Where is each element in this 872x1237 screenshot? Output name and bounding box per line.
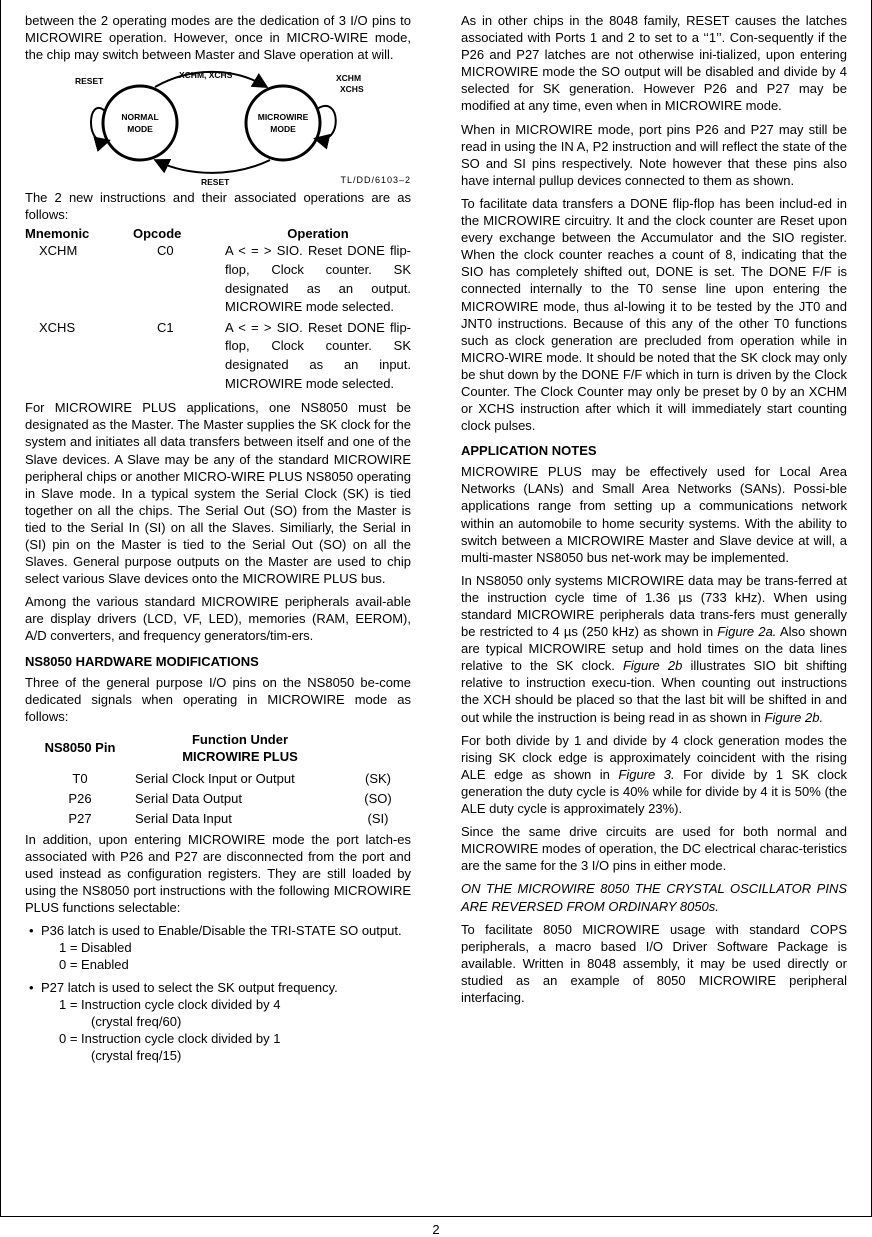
list-sub-item: 0 = Enabled [59,957,129,973]
paragraph: To facilitate 8050 MICROWIRE usage with standard COPS peripherals, a macro based I/O Driver Software Package is available. Written in 8048 assembly, it may be used directly or studied as an example of 8050 MICROWIRE peripheral interfacing. [461,921,847,1005]
opcode-cell: C0 [157,243,174,259]
header-operation: Operation [287,226,349,242]
mnemonic-cell: XCHM [39,243,78,259]
paragraph [461,732,847,817]
figure-ref: Figure 2b [622,658,683,674]
header-opcode: Opcode [133,226,182,242]
list-sub-item: 0 = Instruction cycle clock divided by 1 [59,1030,281,1046]
bullet-icon: • [29,979,34,995]
function-cell: Serial Data Output [135,790,242,806]
paragraph: The 2 new instructions and their associated operations are as follows: [25,190,411,223]
text-run: For both divide by 1 and divide by 4 clock generation modes the rising SK clock edge is approximately coincident with the rising ALE edge as shown in [461,732,847,782]
abbr-cell: (SK) [365,770,391,786]
list-sub-item: (crystal freq/15) [91,1047,182,1063]
text-run: For divide by 1 SK clock generation the duty cycle is 40% while for divide by 4 it is 50% (the ALE duty cycle is approximately 23%). [461,766,847,817]
paragraph: When in MICROWIRE mode, port pins P26 and P27 may still be read in using the IN A, P2 instruction and will reflect the state of the SO and SI pins respectively. Note however that these pins also have internal pullup devices connected to them as shown. [461,121,847,188]
section-heading: APPLICATION NOTES [461,443,597,459]
normal-mode-label: NORMAL [121,112,159,123]
header-mnemonic: Mnemonic [25,226,90,242]
paragraph: Since the same drive circuits are used for both normal and MICROWIRE modes of operation, the DC electrical charac-teristics are the same for the 3 I/O pins in either mode. [461,824,847,874]
list-item-text: P27 latch is used to select the SK output frequency. [41,979,338,995]
list-sub-item: (crystal freq/60) [91,1013,182,1029]
function-cell: Serial Clock Input or Output [135,770,295,786]
figure-ref: Figure 2a. [717,624,777,640]
paragraph: As in other chips in the 8048 family, RESET causes the latches associated with Ports 1 and 2 to set to a ‘‘1’’. Con-sequently if the P26 and P27 latches are not otherwise ini-tialized, upon entering MICROWIRE mode the SO output will be disabled and divide by 4 selected for SK generation. However P26 and P27 may be modified at any time, even when in MICROWIRE mode. [461,13,847,114]
header-function-1: Function Under [191,731,289,747]
figure-ref: Figure 3. [618,766,675,782]
normal-mode-label-2: MODE [127,124,153,135]
list-item-text: P36 latch is used to Enable/Disable the TRI-STATE SO output. [41,923,402,939]
operation-cell: A < = > SIO. Reset DONE flip-flop, Clock counter. SK designated as an output. MICROWIRE mode selected. [225,243,411,315]
function-cell: Serial Data Input [135,810,232,826]
pin-cell: P27 [68,810,92,826]
header-function-2: MICROWIRE PLUS [182,748,298,764]
abbr-cell: (SO) [364,790,392,806]
right-column [461,12,847,1012]
opcode-table-header [25,225,411,242]
pin-table-header [25,731,411,765]
paragraph: MICROWIRE PLUS may be effectively used for Local Area Networks (LANs) and Small Area Networks (SANs). Possi-ble applications range from setting up a communications network within an automobile to home security systems. With the ability to switch between a MICROWIRE Master and Slave device at will, a multi-master NS8050 bus net-work may be implemented. [461,464,847,565]
pin-cell: P26 [68,790,92,806]
paragraph: Among the various standard MICROWIRE peripherals avail-able are display drivers (LCD, VF, LED), memories (RAM, EEROM), A/D converters, and frequency generators/tim-ers. [25,594,411,644]
pin-table [25,731,411,829]
reset-left-label: RESET [75,76,104,87]
operation-cell: A < = > SIO. Reset DONE flip-flop, Clock counter. SK designated as an input. MICROWIRE mode selected. [225,319,411,391]
list-sub-item: 1 = Instruction cycle clock divided by 4 [59,996,281,1012]
paragraph: In addition, upon entering MICROWIRE mode the port latch-es associated with P26 and P27 are disconnected from the port and used instead as configuration registers. They are still loaded by using the NS8050 port instructions with the following MICROWIRE PLUS functions selectable: [25,831,411,916]
list-sub-item: 1 = Disabled [59,940,132,956]
pin-cell: T0 [72,770,88,786]
reset-bottom-label: RESET [201,177,230,188]
warning-paragraph: ON THE MICROWIRE 8050 THE CRYSTAL OSCILLATOR PINS ARE REVERSED FROM ORDINARY 8050s. [461,881,847,914]
opcode-cell: C1 [157,319,174,335]
xchm-xchs-label: XCHM, XCHS [179,70,233,81]
table-row [25,809,411,829]
text-run: Also shown are typical MICROWIRE setup and hold times on the data lines relative to the SK clock. [461,624,847,674]
header-pin: NS8050 Pin [44,739,116,755]
figure-id: TL/DD/6103–2 [340,175,411,186]
xchs-right-label: XCHS [340,84,364,95]
figure-ref: Figure 2b. [764,709,824,725]
text-run: In NS8050 only systems MICROWIRE data may be trans-ferred at the instruction cycle time of 1.36 µs (733 kHz). When using standard MICROWIRE peripherals data trans-fers must generally be restricted to 4 µs (250 kHz) as shown in [461,572,847,640]
microwire-mode-label: MICROWIRE [257,112,309,123]
section-heading: NS8050 HARDWARE MODIFICATIONS [25,653,259,669]
paragraph [461,572,847,726]
text-run: illustrates SIO bit shifting relative to instruction execu-tion. When counting out instructions the XCH should be placed so that the last bit will be shifted in and out while the instruction is being read in as shown in [461,658,848,725]
abbr-cell: (SI) [367,810,389,826]
bullet-icon: • [29,923,34,939]
table-row [25,769,411,789]
xchm-right-label: XCHM [336,73,362,84]
reset-transition [157,160,270,173]
normal-mode-node [103,86,177,160]
table-row [25,319,411,393]
table-row [25,789,411,809]
bullet-list [25,922,411,1064]
list-item [25,979,411,1064]
paragraph: between the 2 operating modes are the dedication of 3 I/O pins to MICROWIRE operation. However, once in MICRO-WIRE mode, the chip may switch between Master and Slave operation at will. [25,13,411,63]
microwire-mode-label-2: MODE [270,124,296,135]
state-diagram-svg [25,69,411,189]
page-number: 2 [432,1222,440,1237]
microwire-mode-node [246,86,320,160]
table-row [25,242,411,316]
paragraph: To facilitate data transfers a DONE flip-flop has been includ-ed in the MICROWIRE circuitry. It and the clock counter are Reset upon every exchange between the Accumulator and the SIO register. When the clock counter reaches a count of 8, indicating that the SIO has completely shifted out, DONE is set. The DONE F/F is connected internally to the T0 sense line upon entering the MICROWIRE mode, thus al-lowing it to be tested by the JT0 and JNT0 instructions. Because of this any of the other T0 functions such as clock generation are precluded from operation while in MICRO-WIRE mode. It should be noted that the SK clock may only be shut down by the DONE F/F which in turn is driven by the Clock Counter. The Clock Counter may only be preset by 0 by an XCHM or XCHS instruction after which it will immediately start counting clock pulses. [461,195,847,434]
list-item [25,922,411,973]
left-column [25,12,411,1070]
opcode-table [25,225,411,393]
paragraph: For MICROWIRE PLUS applications, one NS8050 must be designated as the Master. The Master supplies the SK clock for the system and initiates all data transfers between itself and one of the Slave devices. A Slave may be any of the standard MICROWIRE peripheral chips or another MICRO-WIRE PLUS NS8050 operating in Slave mode. In a typical system the Serial Clock (SK) is tied together on all the chips. The Serial Out (SO) from the Master is tied to the Serial In (SI) on all the Slaves. Similiarly, the Serial in (SI) pin on the Master is tied to the Serial Out (SO) on all the Slaves. General purpose outputs on the Master are used to chip select various Slave devices onto the MICROWIRE PLUS bus. [25,400,411,587]
mnemonic-cell: XCHS [39,319,76,335]
mode-state-diagram [25,69,411,189]
paragraph: Three of the general purpose I/O pins on the NS8050 be-come dedicated signals when operating in MICROWIRE mode as follows: [25,674,411,724]
